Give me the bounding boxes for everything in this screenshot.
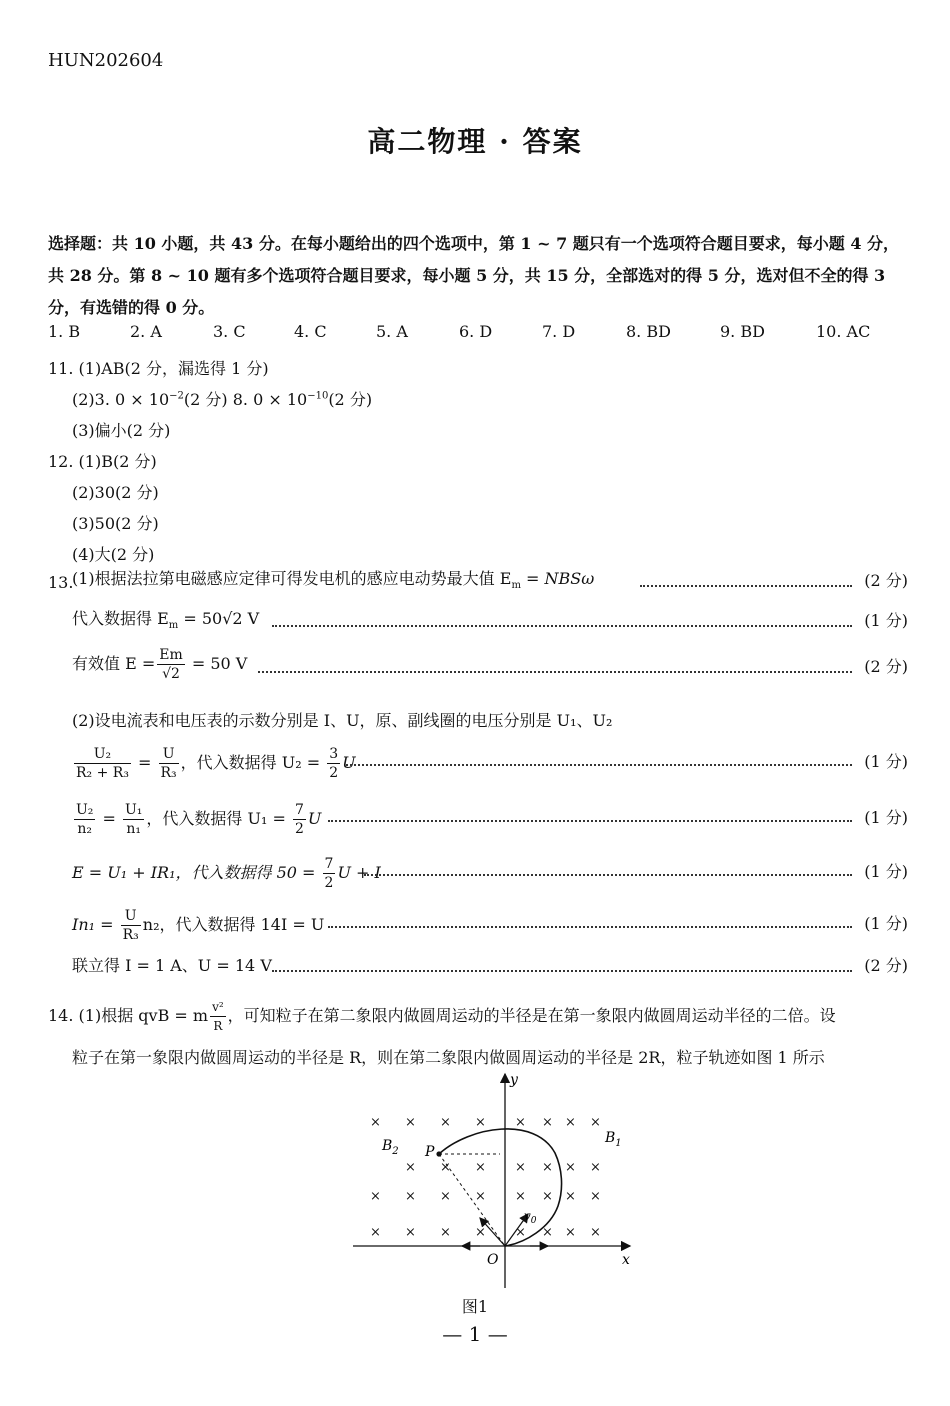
instructions: 选择题：共 10 小题，共 43 分。在每小题给出的四个选项中，第 1 ~ 7 题只有一个选项符合题目要求，每小题 4 分，共 28 分。第 8 ~ 10 题有多个选项符合题目要求，每小题 5 分，共 15 分，全部选对的得 5 分，选对但不全的得 3 分，有选错的得 0 分。 <box>48 234 900 317</box>
field-mark: × <box>590 1189 601 1204</box>
field-mark: × <box>405 1160 416 1175</box>
field-mark: × <box>515 1115 526 1130</box>
field-mark: × <box>590 1160 601 1175</box>
q13-number: 13. <box>48 573 74 592</box>
field-mark: × <box>542 1160 553 1175</box>
mc-answer: 7. D <box>542 322 576 341</box>
mc-answer: 3. C <box>213 322 246 341</box>
particle-trajectory <box>439 1129 562 1246</box>
mc-answer: 2. A <box>130 322 162 341</box>
field-mark: × <box>515 1225 526 1240</box>
q14-line2: 粒子在第一象限内做圆周运动的半径是 R，则在第二象限内做圆周运动的半径是 2R，粒子轨迹如图 1 所示 <box>72 1048 825 1067</box>
field-mark: × <box>440 1160 451 1175</box>
field-mark: × <box>565 1115 576 1130</box>
mc-answer: 5. A <box>376 322 408 341</box>
field-mark: × <box>475 1225 486 1240</box>
q13-row8: In₁ = $\frac{U}{\text{R₃}}$ n₂，代入数据得 14I = U (1 分) <box>72 908 908 943</box>
field-mark: × <box>542 1115 553 1130</box>
q11-line1: 11. (1)AB(2 分，漏选得 1 分) <box>48 359 269 378</box>
field-mark: × <box>370 1115 381 1130</box>
page-number: — 1 — <box>442 1322 508 1346</box>
point-p <box>436 1151 441 1156</box>
field-mark: × <box>542 1189 553 1204</box>
field-mark: × <box>370 1225 381 1240</box>
field-mark: × <box>440 1225 451 1240</box>
q13-row3: 有效值 E = $\frac{Em}{√2}$ = 50 V (2 分) <box>72 647 908 682</box>
mc-answer: 10. AC <box>816 322 871 341</box>
q13-row5: $\frac{\text{U₂}}{\text{R₂ + R₃}}$ = $\frac{U}{\text{R₃}}$ ，代入数据得 U₂ = $\frac{3}{2}$ U (1 分) <box>76 746 908 781</box>
q11-line3: (3)偏小(2 分) <box>72 421 171 440</box>
b2-label: $B_2$ <box>382 1138 399 1157</box>
p-label: P <box>425 1144 435 1160</box>
field-mark: × <box>565 1189 576 1204</box>
q13-row2: 代入数据得 $E_m = 50√2$ V (1 分) <box>72 608 908 631</box>
field-mark: × <box>475 1115 486 1130</box>
field-mark: × <box>475 1160 486 1175</box>
field-mark: × <box>565 1225 576 1240</box>
mc-answer: 8. BD <box>626 322 671 341</box>
mc-answer: 1. B <box>48 322 81 341</box>
field-mark: × <box>405 1225 416 1240</box>
field-mark: × <box>440 1189 451 1204</box>
figure-1-diagram <box>350 1068 640 1290</box>
magnetic-field-marks <box>370 1115 601 1240</box>
field-mark: × <box>565 1160 576 1175</box>
mc-answer: 9. BD <box>720 322 765 341</box>
b1-label: $B_1$ <box>605 1130 622 1149</box>
field-mark: × <box>405 1189 416 1204</box>
q13-row6: $\frac{\text{U₂}}{\text{n₂}}$ = $\frac{\text{U₁}}{\text{n₁}}$ ，代入数据得 U₁ = $\frac{7}{2}$ U (1 分) <box>76 802 908 837</box>
v0-label: $v_0$ <box>524 1209 537 1226</box>
q12-line2: (2)30(2 分) <box>72 483 159 502</box>
figure-caption: 图1 <box>461 1297 489 1316</box>
q12-line4: (4)大(2 分) <box>72 545 155 564</box>
exam-code: HUN202604 <box>48 50 164 71</box>
q12-line3: (3)50(2 分) <box>72 514 159 533</box>
field-mark: × <box>475 1189 486 1204</box>
mc-answer: 4. C <box>294 322 327 341</box>
origin-label: O <box>487 1252 499 1268</box>
field-mark: × <box>370 1189 381 1204</box>
q13-row7: E = U₁ + IR₁，代入数据得 50 = $\frac{7}{2}$ U + I (1 分) <box>72 856 908 891</box>
field-mark: × <box>515 1189 526 1204</box>
y-label: y <box>510 1072 518 1088</box>
field-mark: × <box>405 1115 416 1130</box>
q14-line1: 14. (1)根据 qvB = m $\frac{\text{v²}}{R}$ ，可知粒子在第二象限内做圆周运动的半径是在第一象限内做圆周运动半径的二倍。设 <box>48 1000 836 1033</box>
mc-answer: 6. D <box>459 322 493 341</box>
q13-row1: (1)根据法拉第电磁感应定律可得发电机的感应电动势最大值 $E_m = NBS\omega$ (2 分) <box>72 568 908 591</box>
field-mark: × <box>440 1115 451 1130</box>
q13-row9: 联立得 I = 1 A、U = 14 V (2 分) <box>72 956 908 975</box>
page-title: 高二物理 · 答案 <box>367 125 583 158</box>
field-mark: × <box>590 1225 601 1240</box>
q13-row4: (2)设电流表和电压表的示数分别是 I、U，原、副线圈的电压分别是 U₁、U₂ <box>72 711 613 730</box>
q11-line2: (2)3. $0 \times 10^{-2}(2$ 分) 8. $0 \times 10^{-10}(2$ 分) <box>72 390 373 409</box>
x-label: x <box>622 1252 630 1268</box>
field-mark: × <box>542 1225 553 1240</box>
q12-line1: 12. (1)B(2 分) <box>48 452 157 471</box>
field-mark: × <box>590 1115 601 1130</box>
field-mark: × <box>515 1160 526 1175</box>
